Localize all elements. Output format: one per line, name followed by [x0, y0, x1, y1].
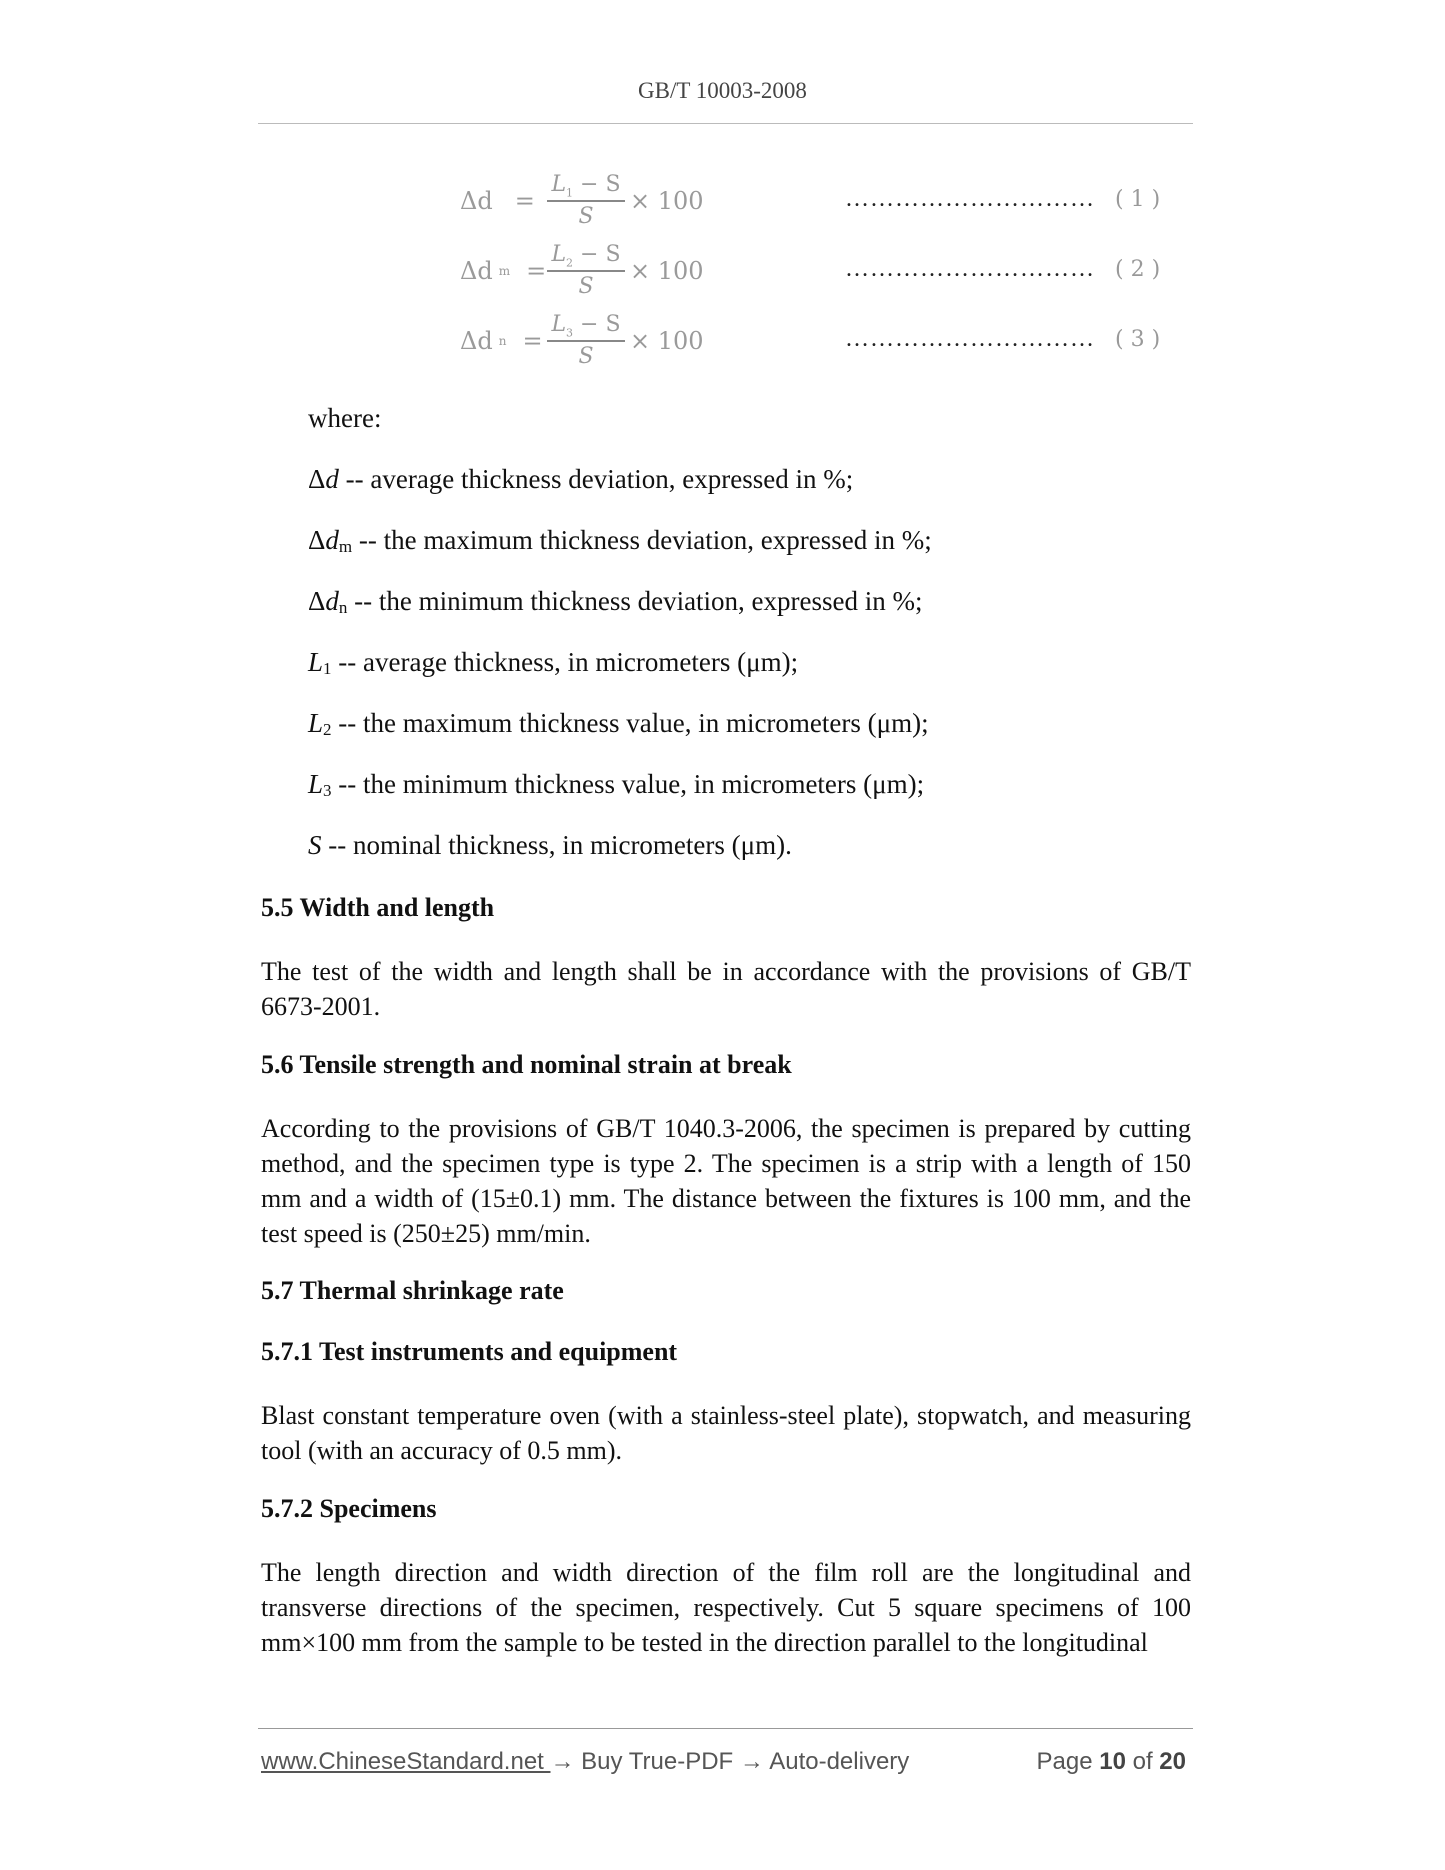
- numerator-sub: 3: [566, 326, 574, 340]
- numerator-var: L: [551, 312, 567, 337]
- denominator: S: [578, 274, 594, 299]
- definition-line: $\Delta d_m$ -- the maximum thickness deviation, expressed in %;: [308, 525, 932, 556]
- section-heading: 5.5 Width and length: [261, 893, 495, 922]
- section-paragraph: The test of the width and length shall be in accordance with the provisions of GB/T 6673-2001.: [261, 957, 1191, 1021]
- delivery-text: Auto-delivery: [763, 1748, 910, 1775]
- section-heading: 5.6 Tensile strength and nominal strain at break: [261, 1050, 792, 1079]
- footer-links: [261, 1748, 909, 1776]
- arrow-icon: →: [550, 1748, 575, 1775]
- leader-dots: …………………………: [845, 186, 1095, 212]
- equation-number-1: ( 1 ): [1115, 187, 1161, 212]
- leader-dots: …………………………: [845, 326, 1095, 352]
- definition-line: $L_2$ -- the maximum thickness value, in micrometers (μm);: [308, 708, 929, 739]
- section-paragraph: The length direction and width direction of the film roll are the longitudinal and transverse directions of the specimen, respectively. Cut 5 square specimens of 100 mm×100 mm from the sample to be tested in the direction parallel to the longitudinal: [261, 1558, 1191, 1657]
- denominator: S: [578, 344, 594, 369]
- website-link[interactable]: www.ChineseStandard.net: [261, 1748, 551, 1775]
- formula-lhs-sub: m: [498, 264, 511, 278]
- definition-line: Δd -- average thickness deviation, expressed in %;: [308, 464, 854, 494]
- formula-lhs-sub: n: [498, 334, 507, 348]
- header-rule: [258, 123, 1193, 124]
- denominator: S: [578, 204, 594, 229]
- footer-rule: [258, 1728, 1193, 1729]
- formula-lhs: Δd: [460, 327, 493, 355]
- subsection-heading: 5.7.2 Specimens: [261, 1494, 437, 1523]
- numerator-rest: − S: [573, 242, 621, 267]
- buy-text: Buy True-PDF: [574, 1748, 740, 1775]
- leader-dots: …………………………: [845, 256, 1095, 282]
- page-counter: Page 10 of 20: [1036, 1748, 1186, 1775]
- numerator-var: L: [551, 242, 567, 267]
- formula-2: Δd m = $L_2 - S$ S × 100: [460, 240, 1020, 302]
- formula-1: Δd = $L_1 - S$ S × 100: [460, 170, 1020, 232]
- arrow-icon: →: [739, 1748, 764, 1775]
- numerator-sub: 2: [566, 256, 574, 270]
- multiplier: × 100: [630, 257, 704, 285]
- subsection-heading: 5.7.1 Test instruments and equipment: [261, 1337, 678, 1366]
- equation-number-2: ( 2 ): [1115, 257, 1161, 282]
- section-heading: 5.7 Thermal shrinkage rate: [261, 1276, 564, 1305]
- where-label: where:: [308, 403, 382, 433]
- formula-3: Δd n = $L_3 - S$ S × 100: [460, 310, 1020, 372]
- total-pages: 20: [1159, 1748, 1186, 1775]
- numerator-rest: − S: [573, 172, 621, 197]
- definition-line: $\Delta d_n$ -- the minimum thickness deviation, expressed in %;: [308, 586, 923, 617]
- section-paragraph: According to the provisions of GB/T 1040.3-2006, the specimen is prepared by cutting method, and the specimen type is type 2. The specimen is a strip with a length of 150 mm and a width of (15±0.1) mm. The distance between the fixtures is 100 mm, and the test speed is (250±25) mm/min.: [261, 1114, 1191, 1248]
- page-header: GB/T 10003-2008: [638, 78, 807, 103]
- definition-line: $L_1$ -- average thickness, in micrometers (μm);: [308, 647, 799, 678]
- section-paragraph: Blast constant temperature oven (with a stainless-steel plate), stopwatch, and measuring tool (with an accuracy of 0.5 mm).: [261, 1401, 1191, 1465]
- formula-lhs: Δd: [460, 187, 493, 215]
- multiplier: × 100: [630, 327, 704, 355]
- numerator-rest: − S: [573, 312, 621, 337]
- definition-line: S -- nominal thickness, in micrometers (μm).: [308, 830, 792, 860]
- equation-number-3: ( 3 ): [1115, 327, 1161, 352]
- multiplier: × 100: [630, 187, 704, 215]
- definition-line: $L_3$ -- the minimum thickness value, in micrometers (μm);: [308, 769, 925, 800]
- formula-lhs: Δd: [460, 257, 493, 285]
- page-number: 10: [1099, 1748, 1126, 1775]
- numerator-sub: 1: [566, 186, 574, 200]
- numerator-var: L: [551, 172, 567, 197]
